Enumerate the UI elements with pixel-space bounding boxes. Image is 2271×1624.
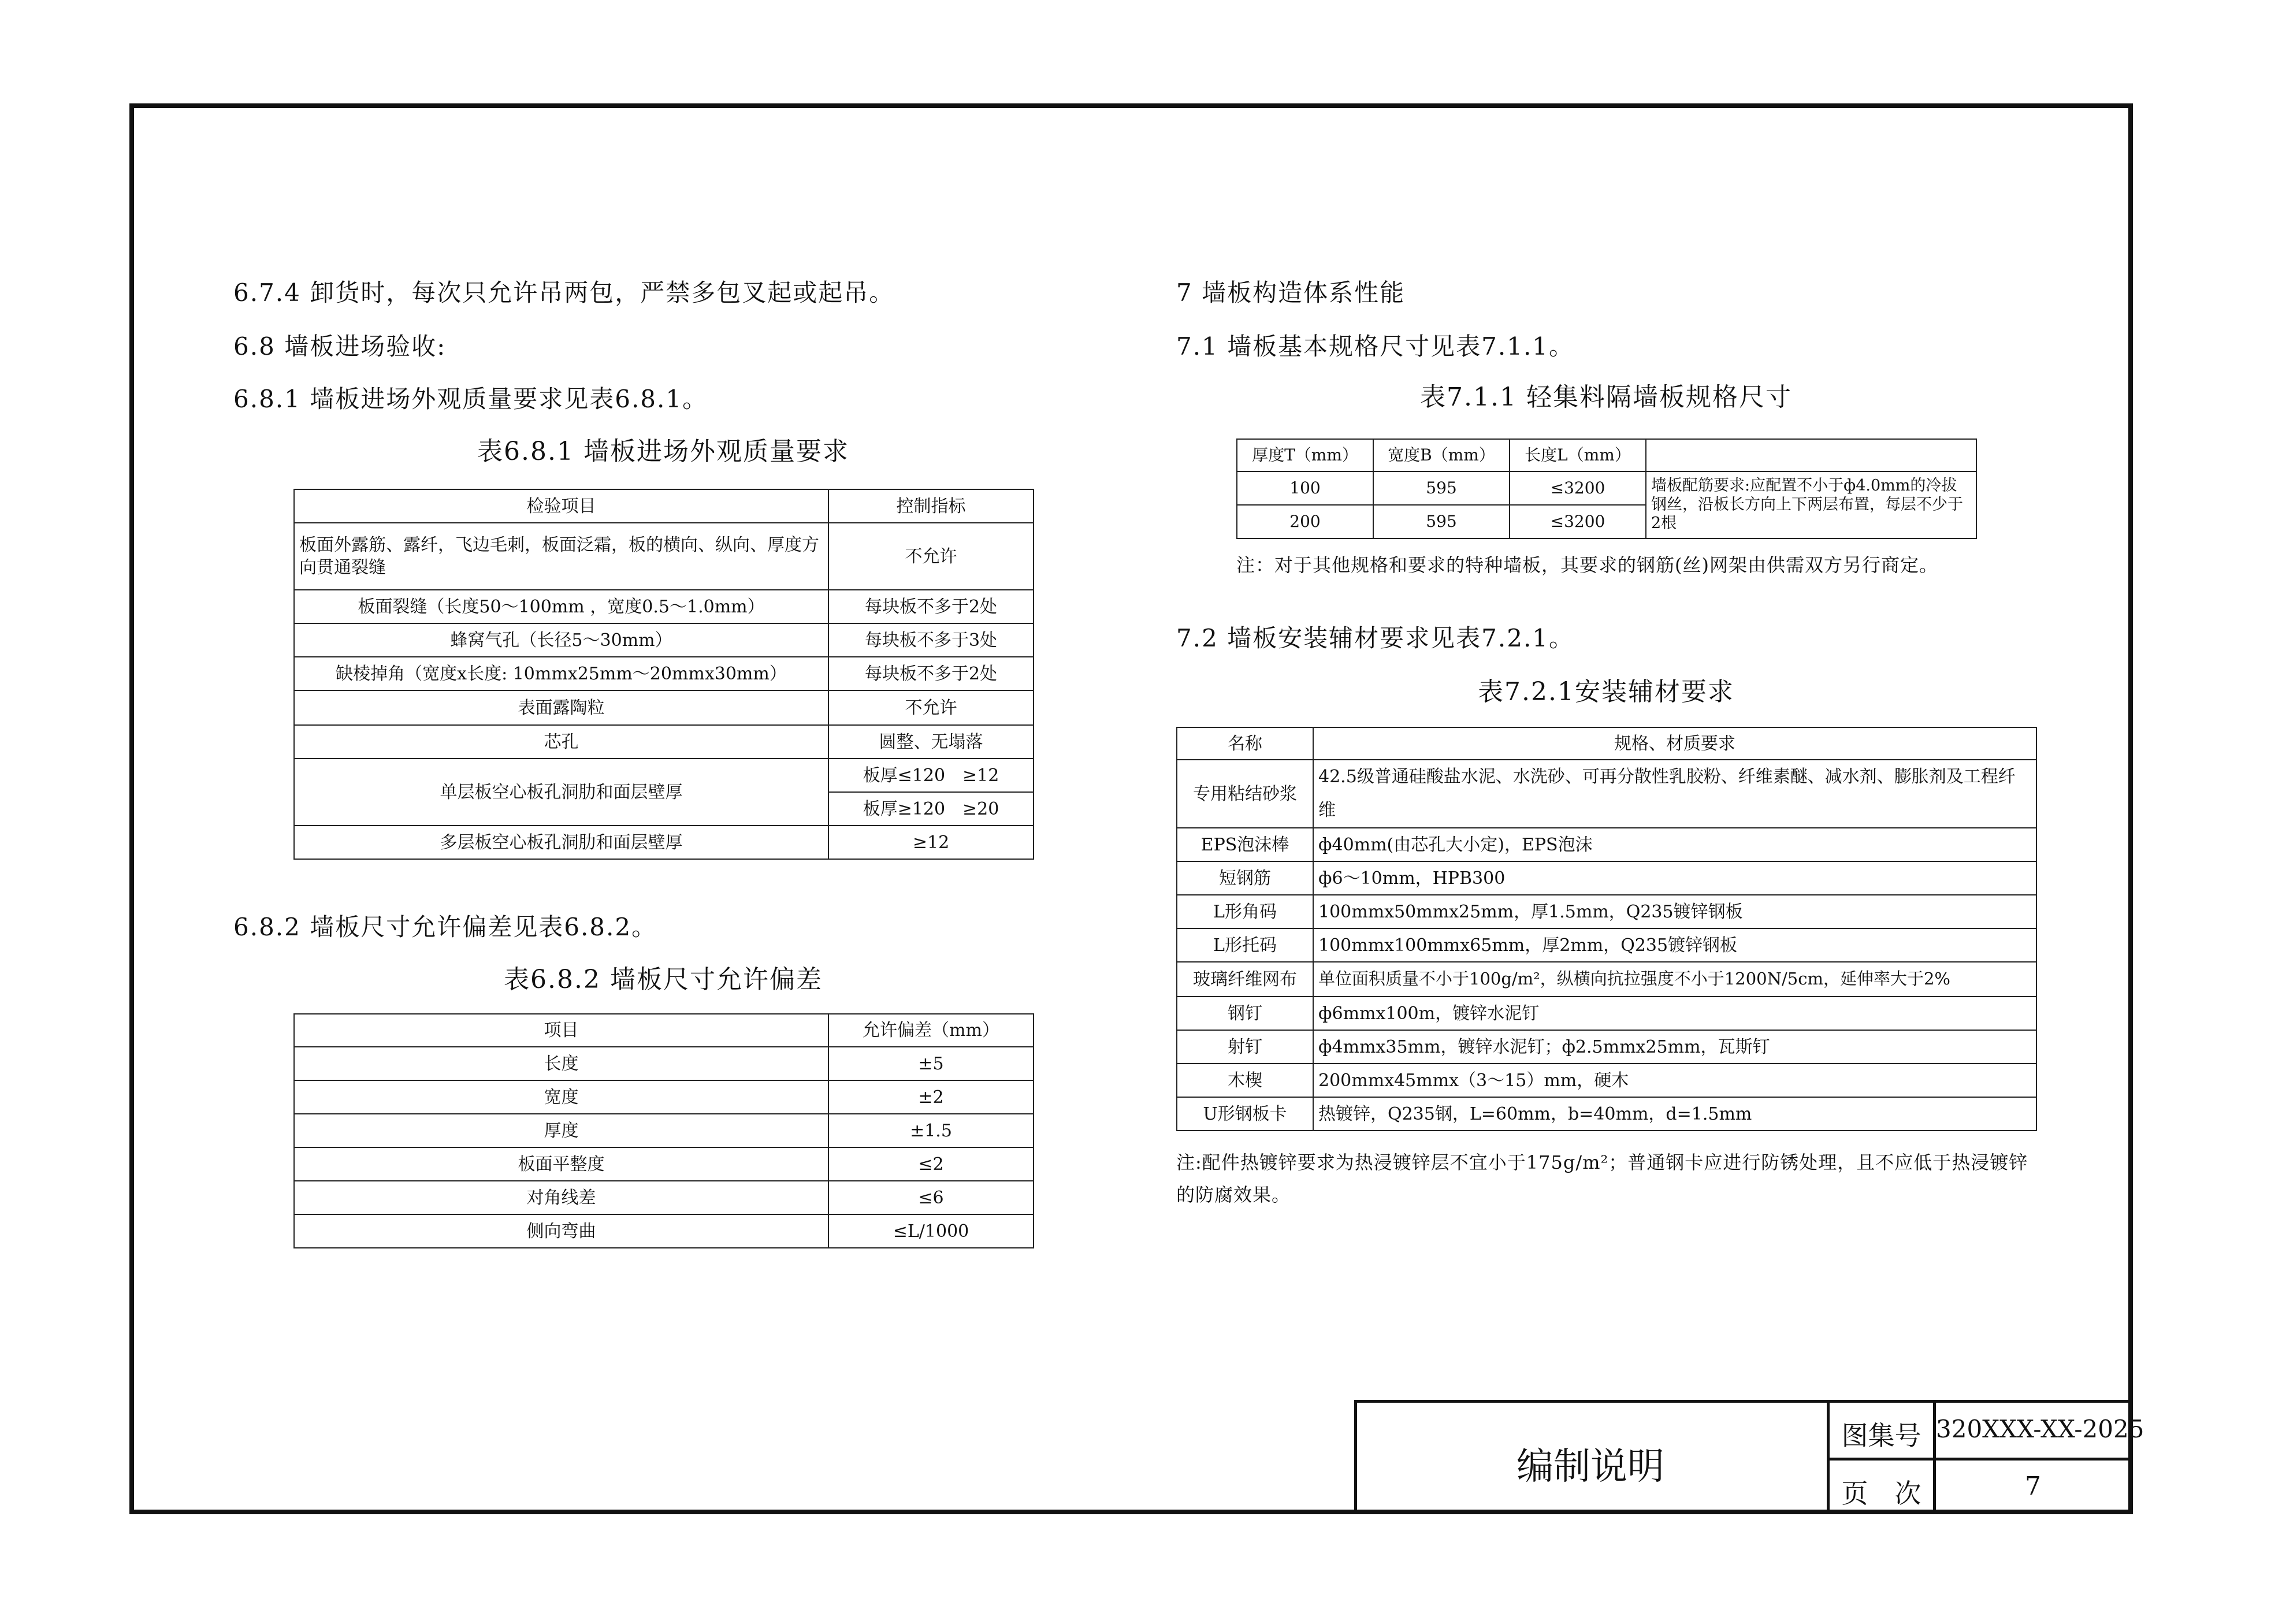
table-row [1177, 895, 2036, 928]
title-block-divider [1827, 1458, 2133, 1461]
page-number-label: 页 次 [1841, 1478, 1921, 1509]
table-row [294, 826, 1034, 859]
table-cell: 42.5级普通硅酸盐水泥、水洗砂、可再分散性乳胶粉、纤维素醚、减水剂、膨胀剂及工程纤维 [1313, 760, 2036, 828]
table-row [294, 590, 1034, 623]
table-cell: 100mmx100mmx65mm，厚2mm，Q235镀锌钢板 [1313, 928, 2036, 962]
table-cell: 板面平整度 [294, 1147, 828, 1181]
table-cell: ф4mmx35mm，镀锌水泥钉；ф2.5mmx25mm，瓦斯钉 [1313, 1030, 2036, 1064]
table-cell: 侧向弯曲 [294, 1214, 828, 1248]
para-6-8-2: 6.8.2 墙板尺寸允许偏差见表6.8.2。 [233, 913, 657, 941]
para-6-8-1: 6.8.1 墙板进场外观质量要求见表6.8.1。 [233, 385, 708, 413]
table-cell: 595 [1373, 505, 1510, 538]
table-row [294, 759, 1034, 792]
table-cell: L形角码 [1177, 895, 1313, 928]
table-cell: 蜂窝气孔（长径5～30mm） [294, 623, 828, 657]
table-cell: ≥12 [828, 826, 1034, 859]
table-cell: 钢钉 [1177, 997, 1313, 1030]
table-cell: L形托码 [1177, 928, 1313, 962]
table-cell: 短钢筋 [1177, 861, 1313, 895]
table-7-1-1 [1236, 438, 1977, 539]
header-cell: 厚度T（mm） [1237, 439, 1373, 471]
header-cell: 宽度B（mm） [1373, 439, 1510, 471]
atlas-number-label: 图集号 [1841, 1420, 1921, 1451]
table-7-1-1-caption: 表7.1.1 轻集料隔墙板规格尺寸 [1420, 382, 1792, 412]
table-6-8-1-caption: 表6.8.1 墙板进场外观质量要求 [477, 437, 849, 466]
table-row [294, 1114, 1034, 1147]
para-6-7-4: 6.7.4 卸货时，每次只允许吊两包，严禁多包叉起或起吊。 [233, 278, 895, 307]
table-cell: 表面露陶粒 [294, 690, 828, 725]
table-row [294, 1080, 1034, 1114]
table-cell: ф6mmx100m，镀锌水泥钉 [1313, 997, 2036, 1030]
header-cell [1646, 439, 1976, 471]
table-row [294, 1147, 1034, 1181]
table-7-2-1 [1176, 727, 2037, 1131]
table-row [1177, 760, 2036, 828]
para-7: 7 墙板构造体系性能 [1176, 278, 1406, 307]
table-cell: 宽度 [294, 1080, 828, 1114]
table-cell: 厚度 [294, 1114, 828, 1147]
table-cell: 每块板不多于2处 [828, 657, 1034, 690]
table-header-row [1177, 727, 2036, 760]
table-cell: 200mmx45mmx（3～15）mm，硬木 [1313, 1064, 2036, 1097]
table-cell: 板厚≤120 ≥12 [828, 759, 1034, 792]
table-cell: 595 [1373, 471, 1510, 505]
table-row [294, 523, 1034, 590]
table-cell: 圆整、无塌落 [828, 725, 1034, 759]
header-cell: 名称 [1177, 727, 1313, 760]
table-row [1177, 861, 2036, 895]
table-row [1177, 1030, 2036, 1064]
header-cell: 允许偏差（mm） [828, 1014, 1034, 1047]
table-7-1-1-note: 注：对于其他规格和要求的特种墙板，其要求的钢筋(丝)网架由供需双方另行商定。 [1236, 554, 1938, 576]
table-row [1177, 1097, 2036, 1131]
table-row [294, 1181, 1034, 1214]
table-cell: 单层板空心板孔洞肋和面层壁厚 [294, 759, 828, 826]
header-cell: 项目 [294, 1014, 828, 1047]
table-cell: EPS泡沫棒 [1177, 828, 1313, 861]
para-7-2: 7.2 墙板安装辅材要求见表7.2.1。 [1176, 624, 1575, 652]
table-cell: ≤2 [828, 1147, 1034, 1181]
table-cell-reinforcement-note: 墙板配筋要求:应配置不小于ф4.0mm的冷拔钢丝，沿板长方向上下两层布置，每层不少于2根 [1646, 471, 1976, 538]
table-cell: 专用粘结砂浆 [1177, 760, 1313, 828]
para-7-1: 7.1 墙板基本规格尺寸见表7.1.1。 [1176, 332, 1575, 361]
table-row [294, 690, 1034, 725]
table-cell: U形钢板卡 [1177, 1097, 1313, 1131]
atlas-number-value: 320XXX-XX-2025 [1936, 1415, 2144, 1443]
header-cell: 检验项目 [294, 489, 828, 523]
page-number-value: 7 [2025, 1471, 2041, 1501]
table-header-row [294, 1014, 1034, 1047]
table-row [1177, 828, 2036, 861]
header-cell: 长度L（mm） [1510, 439, 1646, 471]
header-cell: 控制指标 [828, 489, 1034, 523]
para-6-8: 6.8 墙板进场验收: [233, 332, 447, 361]
table-cell: 板面外露筋、露纤，飞边毛刺，板面泛霜，板的横向、纵向、厚度方向贯通裂缝 [294, 523, 828, 590]
table-cell: 芯孔 [294, 725, 828, 759]
table-cell: 不允许 [828, 690, 1034, 725]
table-row [294, 657, 1034, 690]
title-block [1354, 1400, 2144, 1514]
table-6-8-1 [293, 489, 1034, 860]
table-cell: ≤L/1000 [828, 1214, 1034, 1248]
table-cell: 200 [1237, 505, 1373, 538]
table-cell: 长度 [294, 1047, 828, 1080]
header-cell: 规格、材质要求 [1313, 727, 2036, 760]
table-cell: 每块板不多于2处 [828, 590, 1034, 623]
table-cell: ≤3200 [1510, 505, 1646, 538]
table-cell: 对角线差 [294, 1181, 828, 1214]
table-row [1177, 997, 2036, 1030]
table-cell: 木楔 [1177, 1064, 1313, 1097]
table-cell: 每块板不多于3处 [828, 623, 1034, 657]
table-6-8-2 [293, 1013, 1034, 1248]
table-cell: 射钉 [1177, 1030, 1313, 1064]
table-row [1177, 928, 2036, 962]
table-cell: 不允许 [828, 523, 1034, 590]
table-cell: ≤6 [828, 1181, 1034, 1214]
table-cell: 100mmx50mmx25mm，厚1.5mm，Q235镀锌钢板 [1313, 895, 2036, 928]
table-cell: ≤3200 [1510, 471, 1646, 505]
table-6-8-2-caption: 表6.8.2 墙板尺寸允许偏差 [504, 965, 823, 994]
table-cell: 玻璃纤维网布 [1177, 962, 1313, 997]
table-cell: 板厚≥120 ≥20 [828, 792, 1034, 826]
table-cell: 缺棱掉角（宽度x长度: 10mmx25mm～20mmx30mm） [294, 657, 828, 690]
table-row [1177, 962, 2036, 997]
table-cell: 单位面积质量不小于100g/m²，纵横向抗拉强度不小于1200N/5cm，延伸率大于2% [1313, 962, 2036, 997]
table-cell: ±2 [828, 1080, 1034, 1114]
table-cell: ф6～10mm，HPB300 [1313, 861, 2036, 895]
table-7-2-1-caption: 表7.2.1安装辅材要求 [1478, 677, 1734, 707]
table-cell: ±5 [828, 1047, 1034, 1080]
table-row [294, 725, 1034, 759]
table-row [294, 1214, 1034, 1248]
table-cell: ±1.5 [828, 1114, 1034, 1147]
table-header-row [294, 489, 1034, 523]
table-cell: 100 [1237, 471, 1373, 505]
table-row [294, 623, 1034, 657]
table-cell: 多层板空心板孔洞肋和面层壁厚 [294, 826, 828, 859]
table-row [1237, 471, 1976, 505]
table-row [294, 1047, 1034, 1080]
table-row [1177, 1064, 2036, 1097]
table-cell: 热镀锌，Q235钢，L=60mm，b=40mm，d=1.5mm [1313, 1097, 2036, 1131]
drawing-title: 编制说明 [1517, 1445, 1664, 1488]
table-header-row [1237, 439, 1976, 471]
table-cell: 板面裂缝（长度50～100mm ，宽度0.5～1.0mm） [294, 590, 828, 623]
table-7-2-1-note: 注:配件热镀锌要求为热浸镀锌层不宜小于175g/m²；普通钢卡应进行防锈处理，且不应低于热浸镀锌的防腐效果。 [1176, 1151, 2028, 1206]
table-cell: ф40mm(由芯孔大小定)，EPS泡沫 [1313, 828, 2036, 861]
